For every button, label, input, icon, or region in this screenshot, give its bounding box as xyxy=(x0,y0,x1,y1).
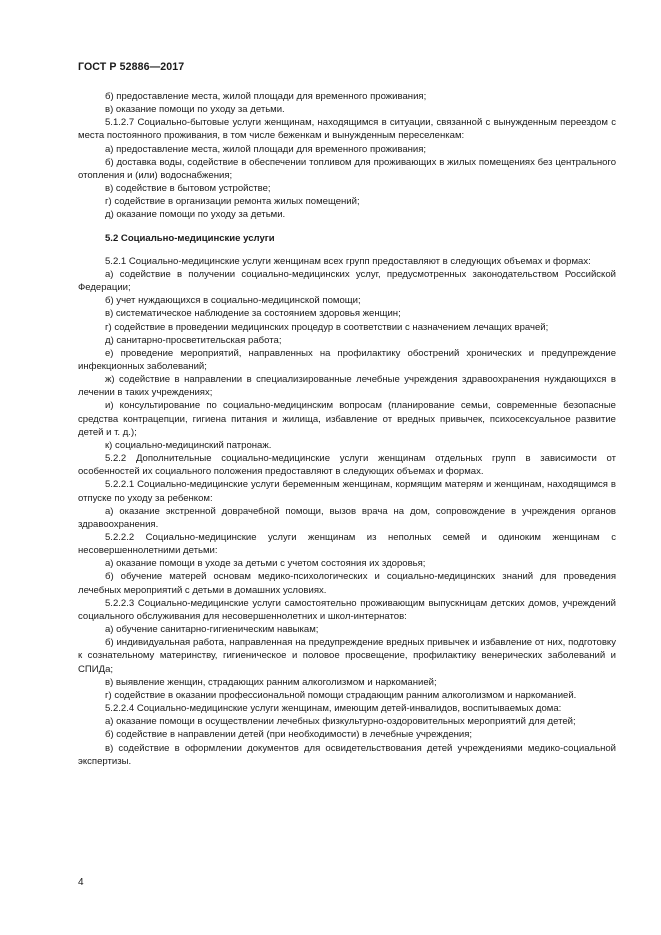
paragraph: в) выявление женщин, страдающих ранним алкоголизмом и наркоманией; xyxy=(105,676,437,688)
paragraph: 5.2.2.2 Социально-медицинские услуги женщинам из неполных семей и одиноким женщинам с несовершеннолетними детьми: xyxy=(78,532,616,557)
standard-id-header: ГОСТ Р 52886—2017 xyxy=(78,61,185,73)
paragraph: е) проведение мероприятий, направленных на профилактику обострений хронических и предупреждение инфекционных заболеваний; xyxy=(78,347,616,372)
document-body xyxy=(78,90,616,768)
paragraph: а) предоставление места, жилой площади для временного проживания; xyxy=(105,143,427,155)
paragraph: а) оказание экстренной доврачебной помощи, вызов врача на дом, сопровождение в учреждения органов здравоохранения. xyxy=(78,505,616,530)
paragraph: 5.1.2.7 Социально-бытовые услуги женщинам, находящимся в ситуации, связанной с вынужденным переездом с места постоянного проживания, в том числе беженкам и вынужденным переселенкам: xyxy=(78,117,616,142)
paragraph: 5.2.2.1 Социально-медицинские услуги беременным женщинам, кормящим матерям и женщинам, находящимся в отпуске по уходу за ребенком: xyxy=(78,479,616,504)
paragraph: а) содействие в получении социально-медицинских услуг, предусмотренных законодательством Российской Федерации; xyxy=(78,268,616,294)
paragraph: б) доставка воды, содействие в обеспечении топливом для проживающих в жилых помещениях без центрального отопления и (или) водоснабжения; xyxy=(78,156,616,181)
paragraph: г) содействие в организации ремонта жилых помещений; xyxy=(105,196,360,208)
paragraph: к) социально-медицинский патронаж. xyxy=(105,439,272,451)
paragraph: а) обучение санитарно-гигиеническим навыкам; xyxy=(105,624,319,636)
paragraph: г) содействие в проведении медицинских процедур в соответствии с назначением лечащих врачей; xyxy=(105,321,549,333)
paragraph: 5.2.2.4 Социально-медицинские услуги женщинам, имеющим детей-инвалидов, воспитываемых дома: xyxy=(105,703,562,715)
paragraph: б) предоставление места, жилой площади для временного проживания; xyxy=(105,91,427,102)
paragraph: б) учет нуждающихся в социально-медицинской помощи; xyxy=(105,295,361,307)
paragraph: а) оказание помощи в уходе за детьми с учетом состояния их здоровья; xyxy=(105,558,426,570)
paragraph: б) содействие в направлении детей (при необходимости) в лечебные учреждения; xyxy=(105,729,473,741)
paragraph: в) оказание помощи по уходу за детьми. xyxy=(105,104,285,116)
paragraph: г) содействие в оказании профессиональной помощи страдающим ранним алкоголизмом и наркоманией. xyxy=(105,689,577,701)
paragraph: д) санитарно-просветительская работа; xyxy=(105,334,282,346)
paragraph: и) консультирование по социально-медицинским вопросам (планирование семьи, современные безопасные средства контрацепции, гигиена питания и жилища, избавление от вредных привычек, психосексуальное развитие детей и т. д.); xyxy=(78,400,616,438)
paragraph: в) содействие в оформлении документов для освидетельствования детей учреждениями медико-социальной экспертизы. xyxy=(78,742,616,767)
paragraph: а) оказание помощи в осуществлении лечебных физкультурно-оздоровительных мероприятий для детей; xyxy=(105,716,576,728)
paragraph: ж) содействие в направлении в специализированные лечебные учреждения здравоохранения нуждающихся в лечении в таких учреждениях; xyxy=(78,374,616,399)
paragraph: 5.2.1 Социально-медицинские услуги женщинам всех групп предоставляют в следующих объемах и формах: xyxy=(105,255,591,267)
paragraph: б) индивидуальная работа, направленная на предупреждение вредных привычек и избавление от них, подготовку к сознательному материнству, гигиеническое и половое просвещение, профилактику венерических заболеваний и СПИДа; xyxy=(78,637,616,675)
page-number: 4 xyxy=(78,877,84,888)
paragraph: б) обучение матерей основам медико-психологических и социально-медицинских знаний для проведения лечебных мероприятий с детьми в домашних условиях. xyxy=(78,571,616,596)
paragraph: в) содействие в бытовом устройстве; xyxy=(105,183,271,195)
section-heading: 5.2 Социально-медицинские услуги xyxy=(105,232,275,244)
paragraph: д) оказание помощи по уходу за детьми. xyxy=(105,209,286,221)
paragraph: 5.2.2 Дополнительные социально-медицинские услуги женщинам отдельных групп в зависимости от особенностей их социального положения предоставляют в следующих объемах и формах. xyxy=(78,453,616,478)
paragraph: 5.2.2.3 Социально-медицинские услуги самостоятельно проживающим выпускницам детских домов, учреждений социального обслуживания для несовершеннолетних и школ-интернатов: xyxy=(78,597,616,622)
paragraph: в) систематическое наблюдение за состоянием здоровья женщин; xyxy=(105,308,401,320)
